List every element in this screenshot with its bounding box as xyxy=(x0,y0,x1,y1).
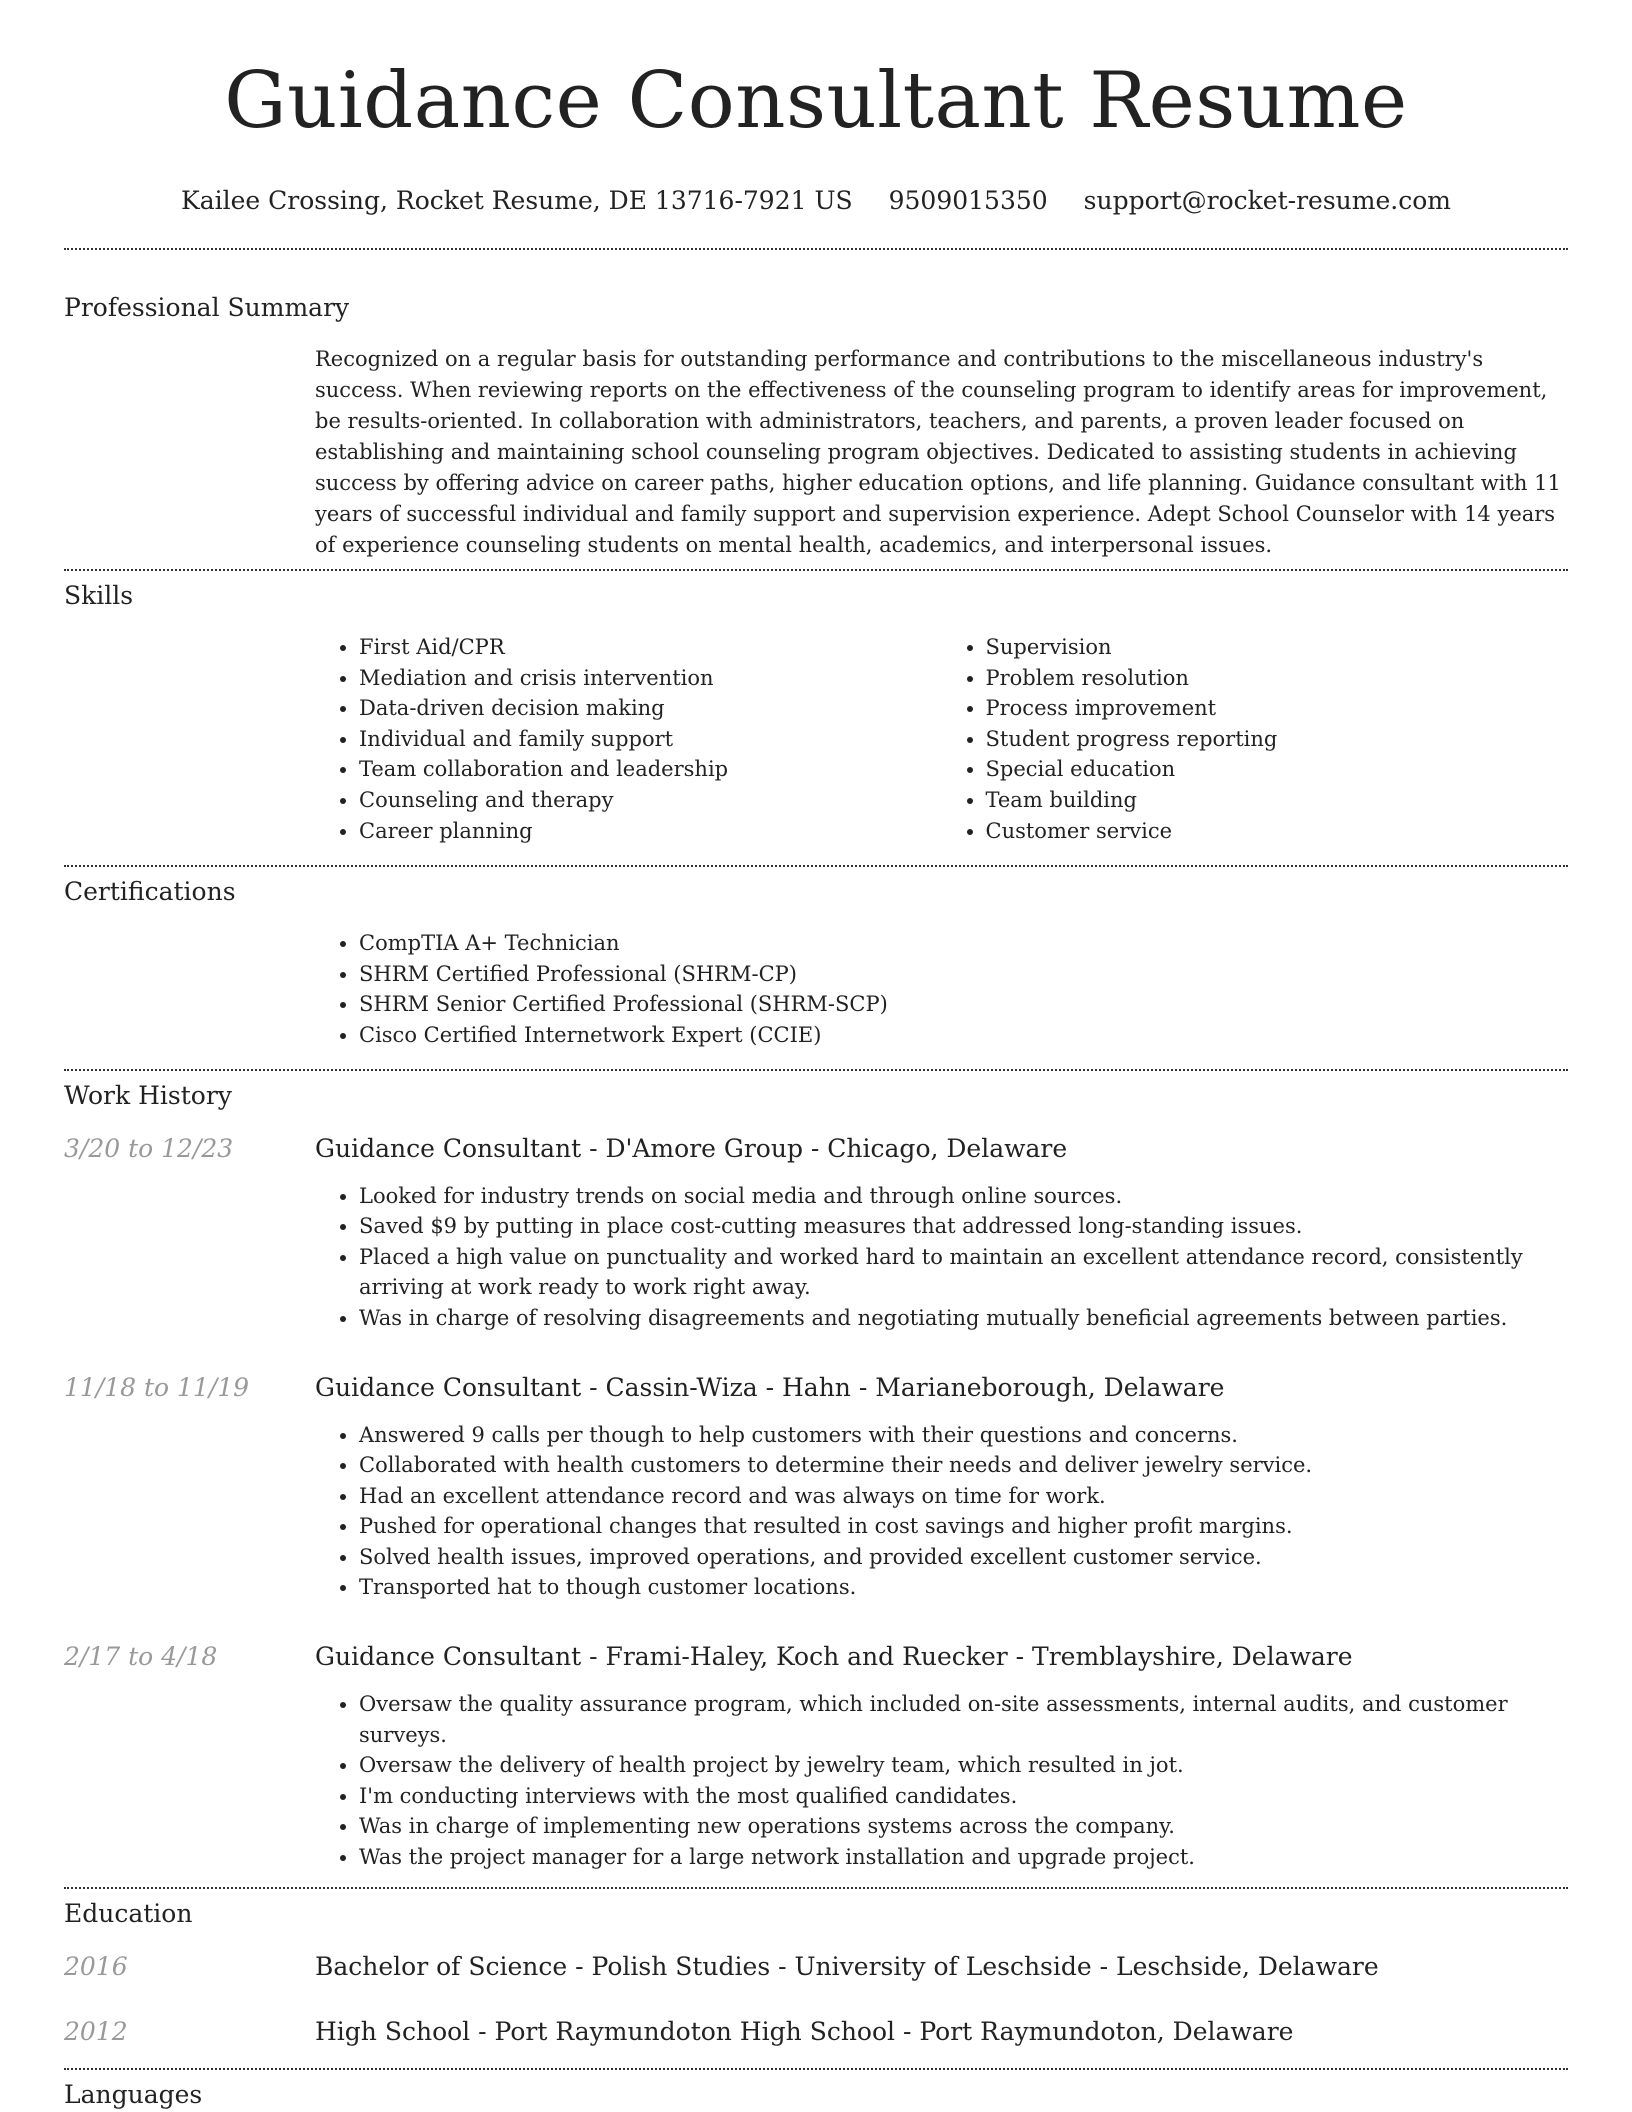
skill-item: • Team building xyxy=(986,785,1569,816)
skill-item: • Customer service xyxy=(986,816,1569,847)
skill-item: • Supervision xyxy=(986,632,1569,663)
job-bullet: • Placed a high value on punctuality and worked hard to maintain an excellent attendance record, consistently arriving at work ready to work right away. xyxy=(359,1242,1568,1303)
skill-item: • Student progress reporting xyxy=(986,724,1569,755)
skills-heading: Skills xyxy=(64,581,134,610)
job-header xyxy=(64,1373,1568,1402)
skill-item: • First Aid/CPR xyxy=(359,632,942,663)
job-bullets xyxy=(315,1689,1568,1873)
section-divider xyxy=(64,865,1568,867)
section-divider xyxy=(64,2068,1568,2070)
skill-item: • Individual and family support xyxy=(359,724,942,755)
summary-heading: Professional Summary xyxy=(64,293,350,322)
education-year: 2016 xyxy=(64,1951,128,1981)
job-dates: 3/20 to 12/23 xyxy=(64,1133,234,1163)
education-entry xyxy=(64,1952,1568,1981)
job-duties xyxy=(315,1181,1568,1334)
skill-item: • Special education xyxy=(986,754,1569,785)
job-bullet: • Pushed for operational changes that resulted in cost savings and higher profit margins. xyxy=(359,1511,1568,1542)
summary-text: Recognized on a regular basis for outstanding performance and contributions to the miscellaneous industry's success. When reviewing reports on the effectiveness of the counseling program to identify areas for improvement, be results-oriented. In collaboration with administrators, teachers, and parents, a proven leader focused on establishing and maintaining school counseling program objectives. Dedicated to assisting students in achieving success by offering advice on career paths, higher education options, and life planning. Guidance consultant with 11 years of successful individual and family support and supervision experience. Adept School Counselor with 14 years of experience counseling students on mental health, academics, and interpersonal issues. xyxy=(315,347,1561,557)
job-bullet: • Oversaw the quality assurance program, which included on-site assessments, internal audits, and customer surveys. xyxy=(359,1689,1568,1750)
resume-title: Guidance Consultant Resume xyxy=(224,56,1408,146)
contact-phone: 9509015350 xyxy=(888,186,1048,215)
certification-item: • Cisco Certified Internetwork Expert (CCIE) xyxy=(359,1020,1568,1051)
skills-list xyxy=(315,632,1568,846)
job-bullet: • Was the project manager for a large network installation and upgrade project. xyxy=(359,1842,1568,1873)
education-degree: Bachelor of Science - Polish Studies - University of Leschside - Leschside, Delaware xyxy=(315,1951,1379,1981)
work-history-heading: Work History xyxy=(64,1080,232,1110)
job-bullet: • Oversaw the delivery of health project by jewelry team, which resulted in jot. xyxy=(359,1750,1568,1781)
job-duties xyxy=(315,1689,1568,1873)
job-bullets xyxy=(315,1420,1568,1604)
skills-left-column xyxy=(315,632,942,846)
languages-heading: Languages xyxy=(64,2079,203,2109)
job-bullet: • Had an excellent attendance record and was always on time for work. xyxy=(359,1481,1568,1512)
certification-item: • CompTIA A+ Technician xyxy=(359,928,1568,959)
certifications-bullets xyxy=(315,928,1568,1050)
skill-item: • Process improvement xyxy=(986,693,1569,724)
job-bullet: • Looked for industry trends on social media and through online sources. xyxy=(359,1181,1568,1212)
job-bullet: • I'm conducting interviews with the most qualified candidates. xyxy=(359,1781,1568,1812)
job-bullets xyxy=(315,1181,1568,1334)
job-bullet: • Was in charge of implementing new operations systems across the company. xyxy=(359,1811,1568,1842)
resume-page xyxy=(64,0,1568,2109)
job-bullet: • Transported hat to though customer locations. xyxy=(359,1572,1568,1603)
skill-item: • Problem resolution xyxy=(986,663,1569,694)
contact-address: Kailee Crossing, Rocket Resume, DE 13716-7921 US xyxy=(181,186,853,215)
job-bullet: • Solved health issues, improved operations, and provided excellent customer service. xyxy=(359,1542,1568,1573)
job-dates: 11/18 to 11/19 xyxy=(64,1372,250,1402)
job-bullet: • Collaborated with health customers to determine their needs and deliver jewelry service. xyxy=(359,1450,1568,1481)
education-heading: Education xyxy=(64,1898,193,1928)
skill-item: • Mediation and crisis intervention xyxy=(359,663,942,694)
job-duties xyxy=(315,1420,1568,1604)
job-bullet: • Was in charge of resolving disagreements and negotiating mutually beneficial agreements between parties. xyxy=(359,1303,1568,1334)
certification-item: • SHRM Senior Certified Professional (SHRM-SCP) xyxy=(359,989,1568,1020)
job-title: Guidance Consultant - Cassin-Wiza - Hahn - Marianeborough, Delaware xyxy=(315,1372,1225,1402)
job-dates: 2/17 to 4/18 xyxy=(64,1642,218,1672)
job-bullet: • Saved $9 by putting in place cost-cutting measures that addressed long-standing issues. xyxy=(359,1211,1568,1242)
contact-email: support@rocket-resume.com xyxy=(1083,186,1451,215)
job-title: Guidance Consultant - D'Amore Group - Chicago, Delaware xyxy=(315,1133,1068,1163)
education-year: 2012 xyxy=(64,2016,128,2046)
education-degree: High School - Port Raymundoton High School - Port Raymundoton, Delaware xyxy=(315,2016,1294,2046)
certifications-list xyxy=(315,928,1568,1050)
certification-item: • SHRM Certified Professional (SHRM-CP) xyxy=(359,959,1568,990)
section-divider xyxy=(64,569,1568,571)
contact-line xyxy=(64,186,1568,215)
job-title: Guidance Consultant - Frami-Haley, Koch and Ruecker - Tremblayshire, Delaware xyxy=(315,1642,1353,1672)
job-header xyxy=(64,1642,1568,1671)
education-entry xyxy=(64,2017,1568,2046)
job-bullet: • Answered 9 calls per though to help customers with their questions and concerns. xyxy=(359,1420,1568,1451)
section-divider xyxy=(64,248,1568,250)
section-divider xyxy=(64,1887,1568,1889)
skill-item: • Data-driven decision making xyxy=(359,693,942,724)
skill-item: • Team collaboration and leadership xyxy=(359,754,942,785)
skill-item: • Career planning xyxy=(359,816,942,847)
skills-right-column xyxy=(942,632,1569,846)
certifications-heading: Certifications xyxy=(64,877,236,907)
section-divider xyxy=(64,1069,1568,1071)
job-header xyxy=(64,1134,1568,1163)
skill-item: • Counseling and therapy xyxy=(359,785,942,816)
